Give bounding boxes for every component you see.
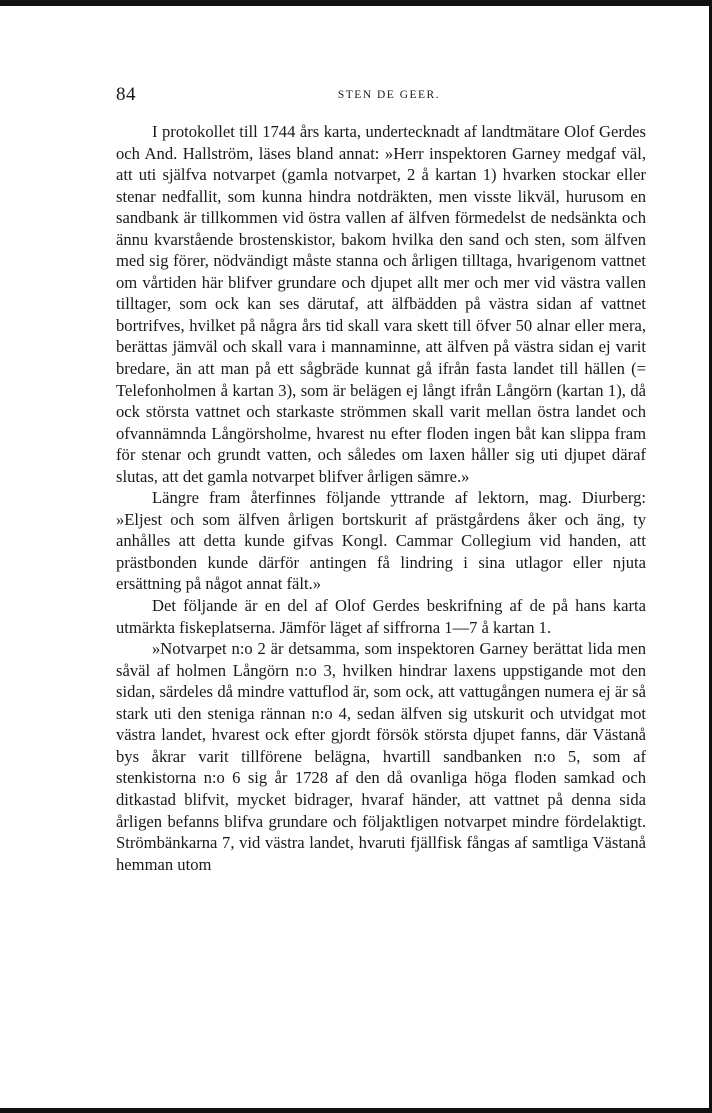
bottom-border-rule	[0, 1108, 712, 1113]
page-number: 84	[116, 84, 136, 105]
top-border-rule	[0, 0, 712, 6]
paragraph-protocol-1744: I protokollet till 1744 års karta, undertecknadt af landtmätare Olof Gerdes och And. Hallström, läses bland annat: »Herr inspektoren Garney medgaf väl, att uti själfva notvarpet (gamla notvarpet, 2 å kartan 1) hvarken stockar eller stenar nedfallit, som kunna hindra notdräkten, men visste likväl, hurusom en sandbank är tillkommen vid östra vallen af älfven förmedelst de nedsänkta och ännu kvarstående brostenskistor, bakom hvilka den sand och sten, som älfven med sig förer, nödvändigt måste stanna och årligen tilltaga, hvarigenom vattnet om vårtiden här blifver grundare och djupet allt mer och mer vid västra vallen tilltager, som ock kan ses därutaf, att älfbädden på västra sidan af vattnet bortrifves, hvilket på några års tid skall vara skett till öfver 50 alnar eller mera, berättas jämväl och skall vara i mannaminne, att älfven på västra sidan ej varit bredare, än att man på ett sågbräde kunnat gå ifrån fasta landet till hällen (= Telefonholmen å kartan 3), som är belägen ej långt ifrån Långörn (kartan 1), då ock största vattnet och starkaste strömmen skall varit mellan östra landet och ofvannämnda Långörsholme, hvarest nu efter floden ingen båt kan slippa fram för stenar och grundt vatten, och således om laxen håller sig uti djupet däraf slutas, att det gamla notvarpet blifver årligen sämre.»	[116, 122, 646, 486]
paragraph-notvarpet-description: »Notvarpet n:o 2 är detsamma, som inspektoren Garney berättat lida men såväl af holmen Långörn n:o 3, hvilken hindrar laxens uppstigande mot den sidan, särdeles då mindre vattuflod är, som ock, att vattugången numera ej är så stark uti den steniga rännan n:o 4, sedan älfven sig utskurit och utvidgat mot västra landet, hvarest ock efter gjordt försök största djupet fanns, där Västanå bys åkrar varit tillförene belägna, hvartill sandbanken n:o 5, som af stenkistorna n:o 6 sig år 1728 af den då ovanliga höga floden samkad och ditkastad blifvit, mycket bidrager, hvaraf händer, att vattnet på denna sida årligen befanns blifva grundare och följaktligen notvarpet mindre fördelaktigt. Strömbänkarna 7, vid västra landet, hvaruti fjällfisk fångas af samtliga Västanå hemman utom	[116, 639, 646, 874]
running-head: STEN DE GEER.	[337, 89, 441, 101]
paragraph-gerdes-intro: Det följande är en del af Olof Gerdes beskrifning af de på hans karta utmärkta fiskeplatserna. Jämför läget af siffrorna 1—7 å kartan 1.	[116, 596, 646, 637]
body-text	[116, 121, 646, 875]
page-header	[116, 84, 646, 106]
paragraph-diurberg-statement: Längre fram återfinnes följande yttrande af lektorn, mag. Diurberg: »Eljest och som älfven årligen bortskurit af prästgårdens åker och äng, ty anhålles att detta kunde gifvas Kongl. Cammar Collegium vid handen, att prästbonden kunde därför antingen få lindring i sina utlagor eller njuta ersättning på något annat fält.»	[116, 488, 646, 594]
